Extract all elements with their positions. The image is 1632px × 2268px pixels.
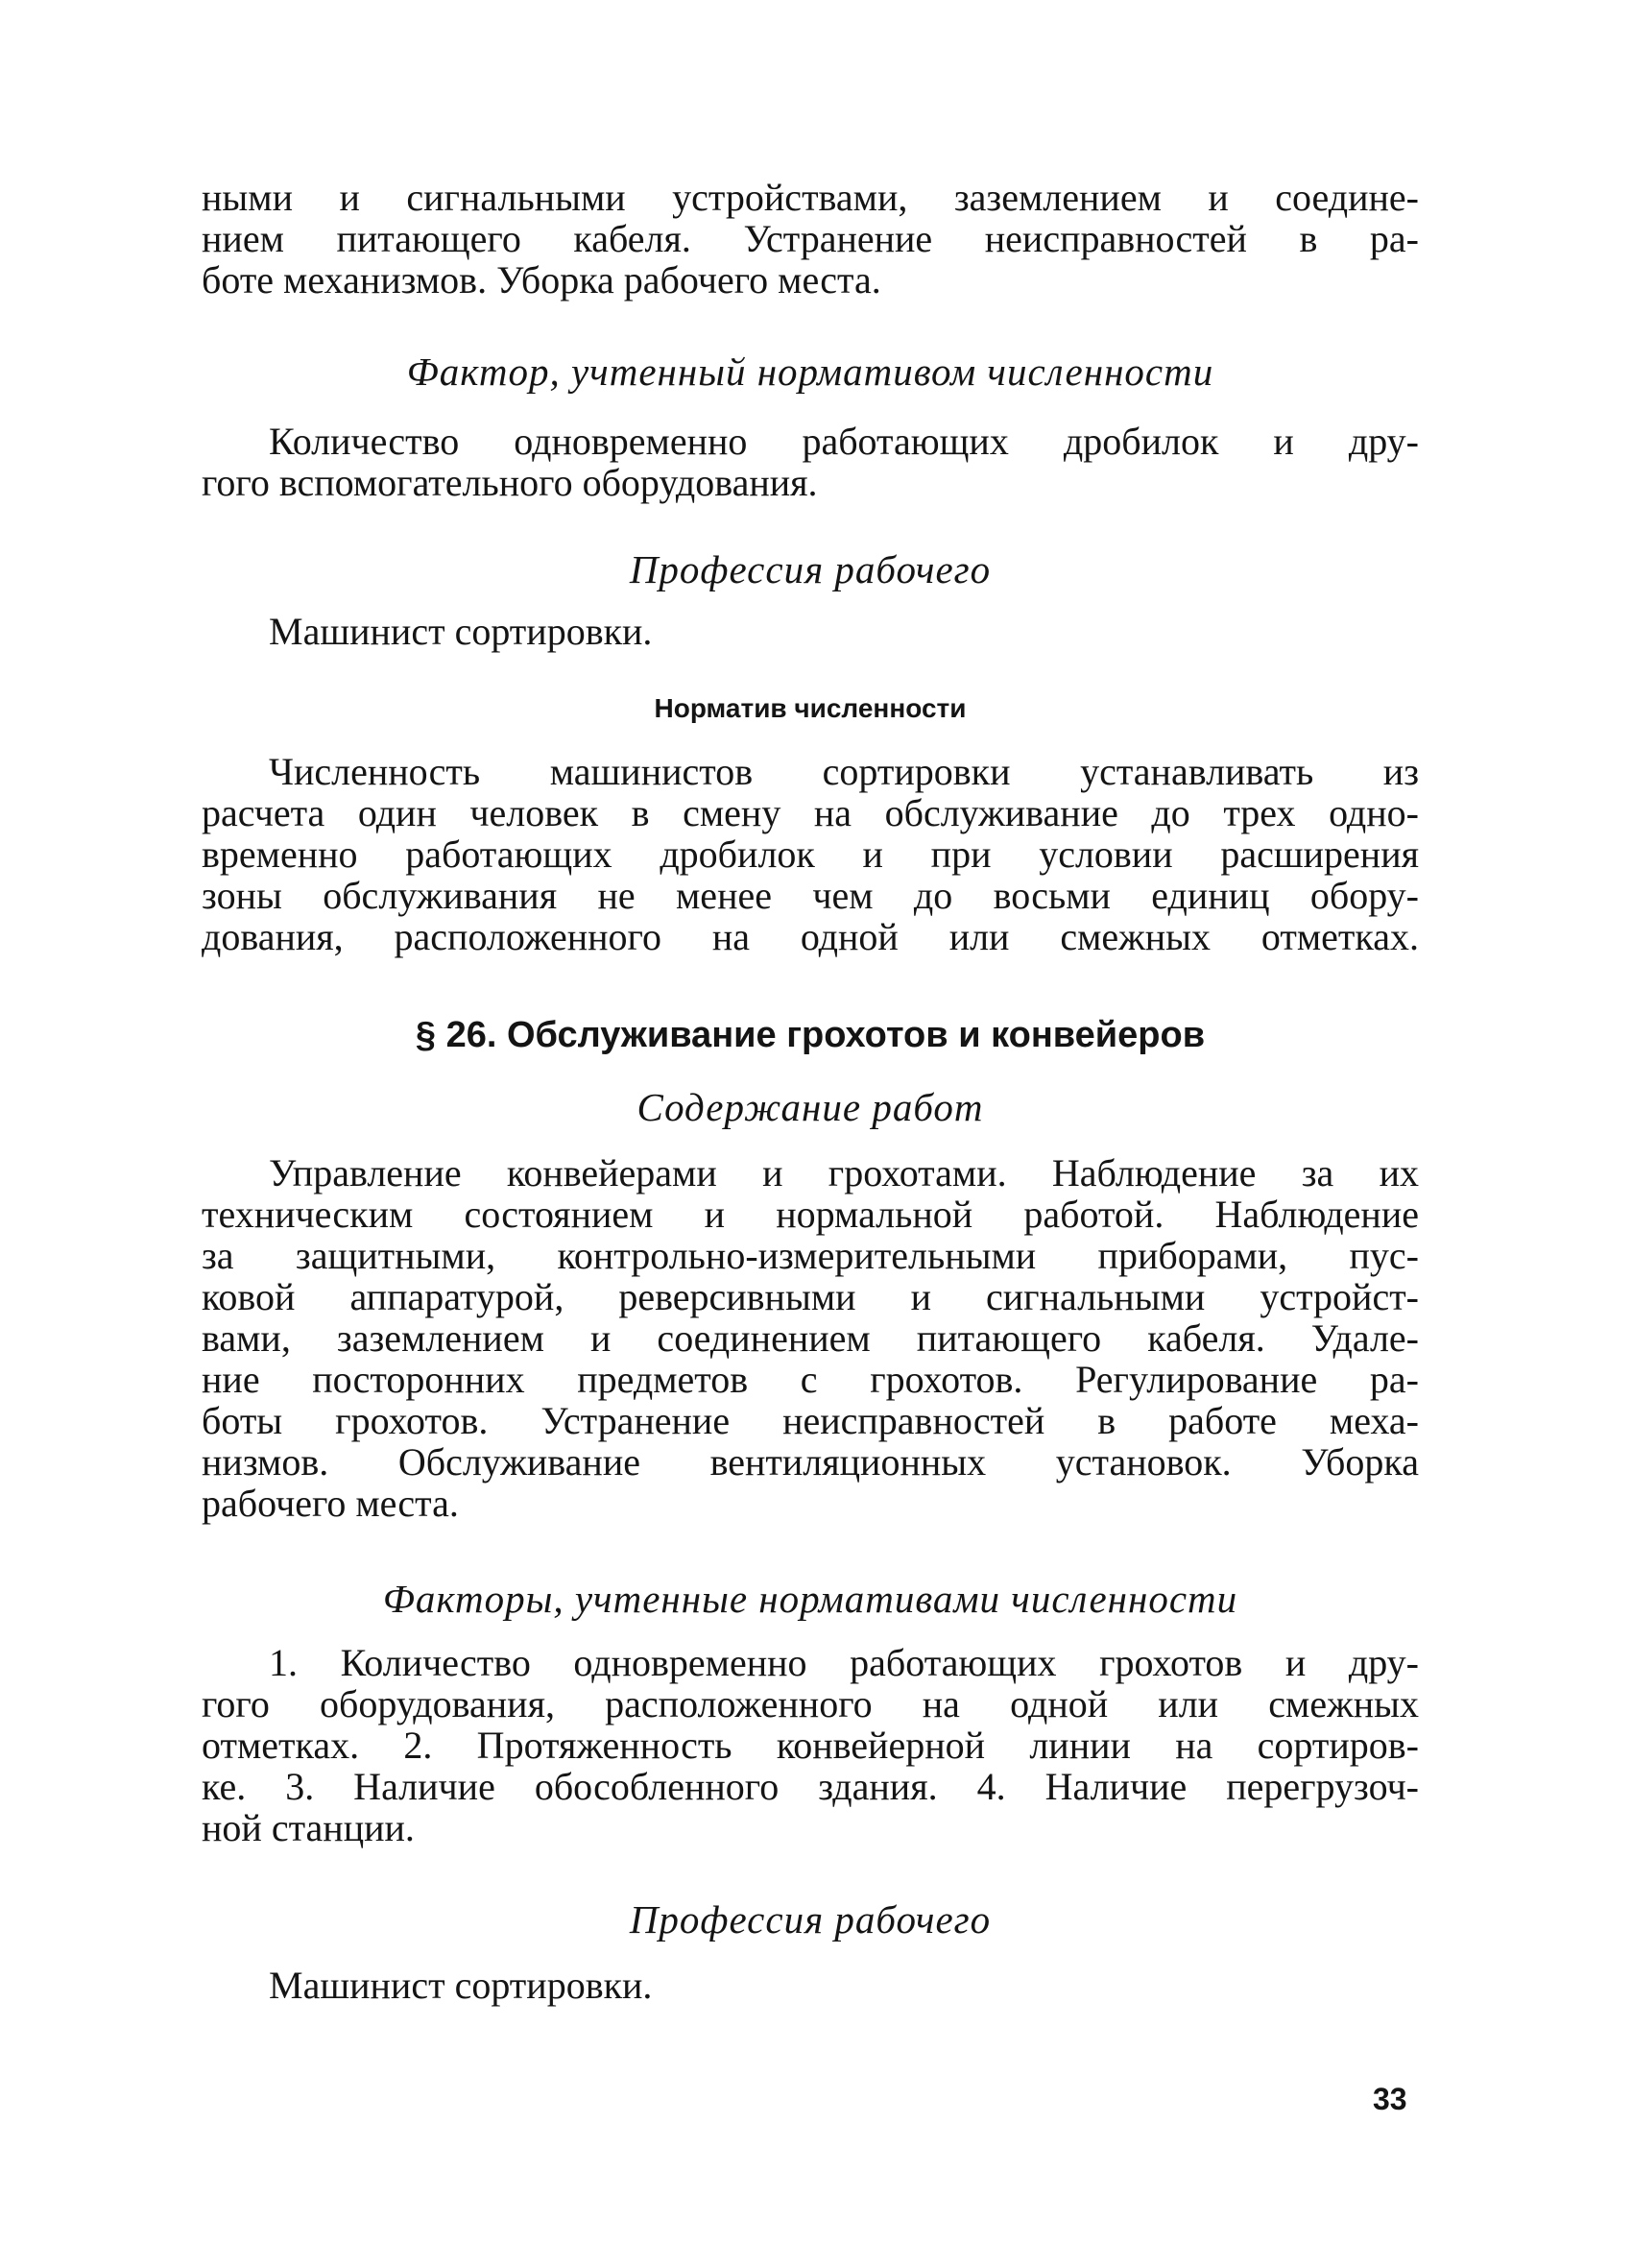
norm-heading: Норматив численности [654,693,967,723]
page-number: 33 [1373,2082,1407,2116]
text-line: боты грохотов. Устранение неисправностей в работе меха- [202,1399,1419,1442]
text-line: дования, расположенного на одной или смежных отметках. [202,915,1419,958]
text-line: ковой аппаратурой, реверсивными и сигнальными устройст- [202,1275,1419,1318]
profession-text: Машинист сортировки. [269,1964,653,2007]
text-line: рабочего места. [202,1482,459,1525]
text-line: гого оборудования, расположенного на одной или смежных [202,1682,1419,1725]
content-paragraph [202,1152,1419,1524]
text-line: вами, заземлением и соединением питающего кабеля. Удале- [202,1316,1419,1360]
factors-paragraph [202,1642,1419,1848]
norm-paragraph [202,751,1419,957]
text-line: Управление конвейерами и грохотами. Наблюдение за их [269,1151,1419,1194]
text-line: ными и сигнальными устройствами, заземлением и соедине- [202,176,1419,219]
profession-heading: Профессия рабочего [629,547,992,591]
profession-heading: Профессия рабочего [629,1897,992,1942]
text-line: техническим состоянием и нормальной работой. Наблюдение [202,1193,1419,1236]
text-line: боте механизмов. Уборка рабочего места. [202,258,881,302]
section-title: § 26. Обслуживание грохотов и конвейеров [415,1015,1206,1055]
text-line: за защитными, контрольно-измерительными приборами, пус- [202,1234,1419,1277]
profession-text: Машинист сортировки. [269,610,653,653]
intro-paragraph [202,177,1419,301]
text-line: гого вспомогательного оборудования. [202,461,818,504]
factors-heading: Факторы, учтенные нормативами численности [382,1577,1238,1621]
text-line: расчета один человек в смену на обслуживание до трех одно- [202,791,1419,834]
text-line: временно работающих дробилок и при условии расширения [202,832,1419,876]
text-line: ке. 3. Наличие обособленного здания. 4. Наличие перегрузоч- [202,1765,1419,1808]
factor-paragraph [202,421,1419,503]
text-line: низмов. Обслуживание вентиляционных установок. Уборка [202,1440,1419,1484]
text-line: зоны обслуживания не менее чем до восьми единиц обору- [202,874,1419,917]
factor-heading: Фактор, учтенный нормативом численности [406,350,1214,394]
text-line: ние посторонних предметов с грохотов. Регулирование ра- [202,1358,1419,1401]
text-line: нием питающего кабеля. Устранение неисправностей в ра- [202,217,1419,260]
text-line: Количество одновременно работающих дробилок и дру- [269,420,1419,463]
text-line: ной станции. [202,1806,415,1849]
text-line: 1. Количество одновременно работающих грохотов и дру- [269,1641,1419,1684]
text-line: Численность машинистов сортировки устанавливать из [269,750,1419,793]
content-heading: Содержание работ [636,1085,984,1129]
text-line: отметках. 2. Протяженность конвейерной линии на сортиров- [202,1724,1419,1767]
